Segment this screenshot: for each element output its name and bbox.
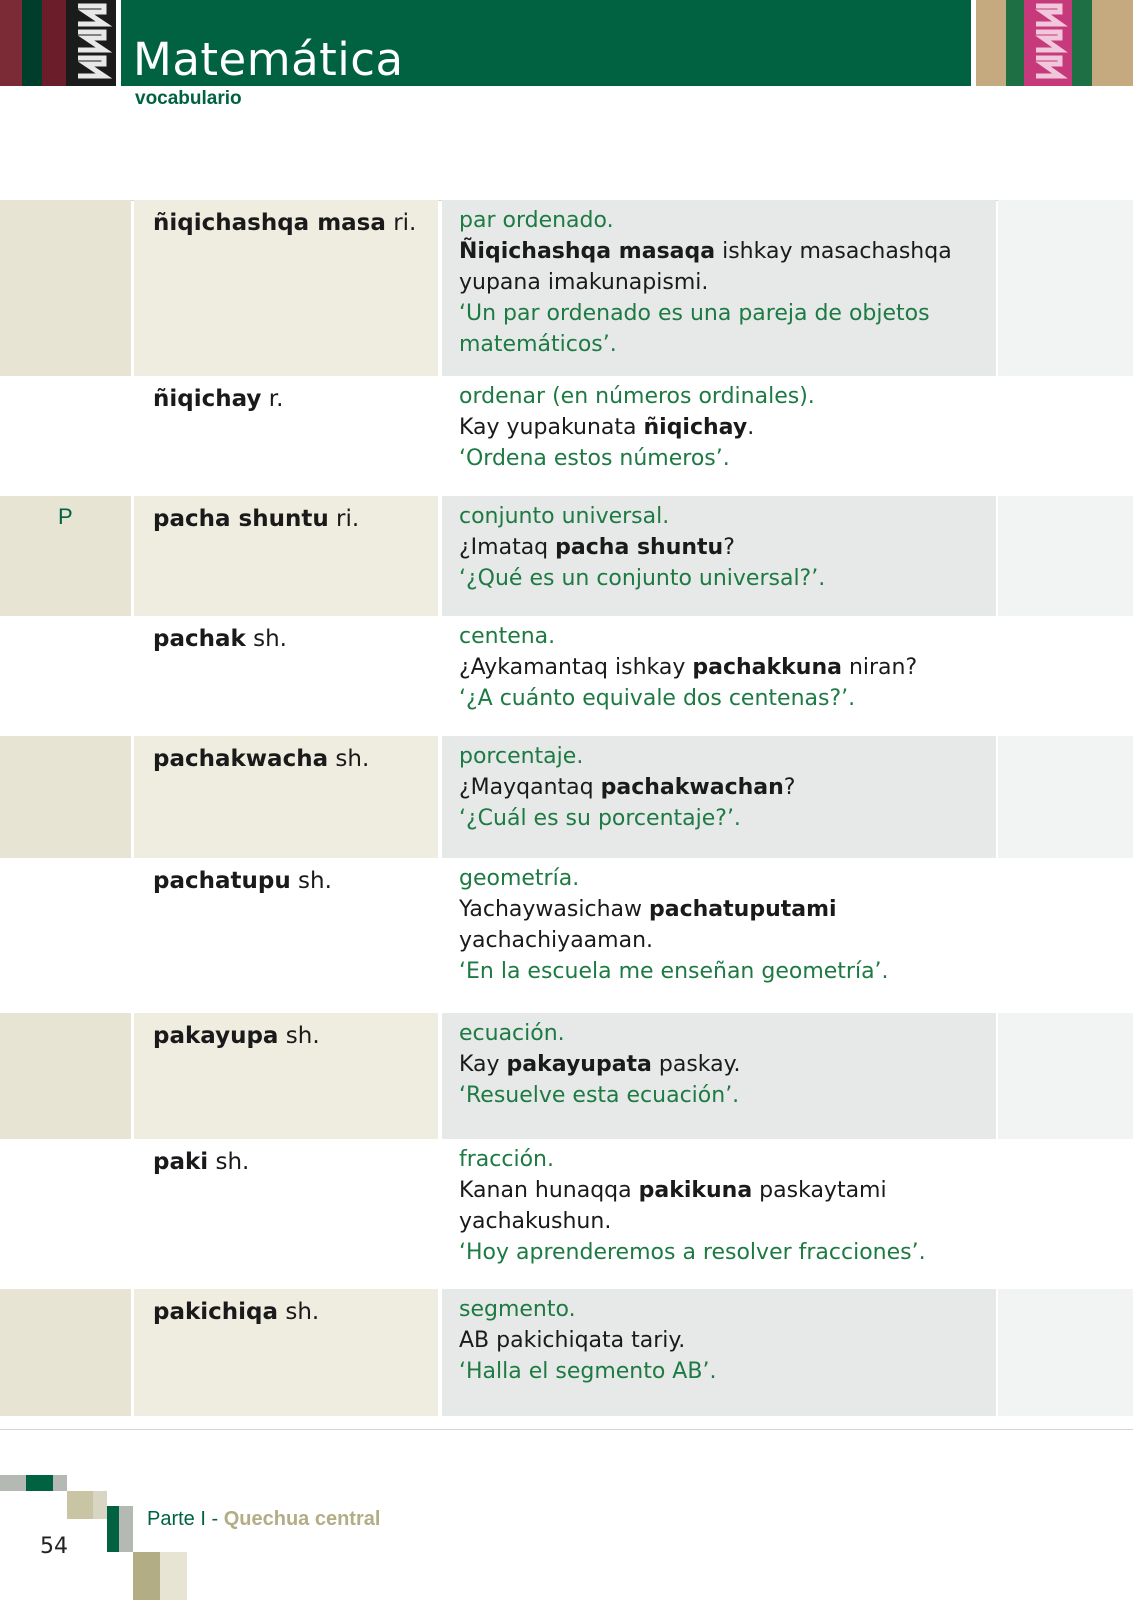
footer-block [107,1506,119,1552]
example-text: yachakushun. [459,1209,612,1234]
example-keyword: pachakkuna [692,655,842,680]
example-text: ishkay masachashqa [715,239,952,264]
part-of-speech: sh. [298,868,332,894]
definition: par ordenado. [459,208,614,233]
headword-term: pachatupu [153,868,291,894]
definition: porcentaje. [459,744,584,769]
example-text: paskay. [651,1052,741,1077]
example-text: Kay [459,1052,507,1077]
headword [153,384,283,414]
definition-block [459,863,979,987]
footer-block [93,1491,107,1519]
translation-line: ‘Hoy aprenderemos a resolver fracciones’. [459,1240,926,1265]
headword-term: paki [153,1149,209,1175]
cell-background [998,1289,1133,1416]
index-letter: P [58,504,73,529]
cell-background [998,616,1133,736]
translation-line: ‘Halla el segmento AB’. [459,1359,717,1384]
cell-background [0,376,131,496]
example-text: ¿Mayqantaq [459,775,601,800]
headword-term: ñiqichashqa masa [153,210,386,236]
translation-line: ‘¿A cuánto equivale dos centenas?’. [459,686,856,711]
definition: geometría. [459,866,580,891]
example-quechua [459,652,979,683]
table-row [0,200,1133,376]
example-keyword: ñiqichay [643,415,748,440]
translation-line: ‘Ordena estos números’. [459,446,730,471]
textile-stripe [1092,0,1133,86]
example-translation [459,683,979,714]
definition-block [459,1018,979,1111]
example-quechua [459,412,979,443]
example-translation [459,563,979,594]
textile-pattern [1024,0,1072,86]
cell-background [0,1139,131,1289]
table-bottom-rule [0,1429,1133,1430]
footer-caption [147,1508,380,1531]
definition: ecuación. [459,1021,565,1046]
translation-line: ‘Un par ordenado es una pareja de objetos [459,301,930,326]
table-row [0,736,1133,858]
cell-background [998,736,1133,858]
textile-stripe [42,0,66,86]
headword [153,744,369,774]
headword [153,1021,320,1051]
cell-background [998,1139,1133,1289]
example-quechua [459,1175,979,1237]
textile-stripe [1006,0,1024,86]
example-quechua [459,236,979,298]
example-text: Yachaywasichaw [459,897,649,922]
example-text: paskaytami [752,1178,887,1203]
cell-background [0,736,131,858]
definition-block [459,501,979,594]
headword-term: ñiqichay [153,386,262,412]
translation-line: ‘Resuelve esta ecuación’. [459,1083,740,1108]
part-of-speech: sh. [215,1149,250,1175]
headword-term: pakayupa [153,1023,279,1049]
definition-block [459,381,979,474]
example-translation [459,298,979,360]
footer-block [53,1475,67,1491]
example-text: Kay yupakunata [459,415,644,440]
footer-part-name: Quechua central [223,1508,381,1530]
definition: centena. [459,624,556,649]
example-quechua [459,894,979,956]
page-number: 54 [40,1534,68,1559]
definition: fracción. [459,1147,554,1172]
definition-block [459,621,979,714]
cell-background [998,1013,1133,1139]
headword [153,1147,249,1177]
footer-block [67,1491,93,1519]
definition-block [459,741,979,834]
example-text: Kanan hunaqqa [459,1178,639,1203]
example-keyword: pakikuna [638,1178,753,1203]
textile-pattern [66,0,116,86]
headword-term: pakichiqa [153,1299,279,1325]
example-keyword: pachakwachan [600,775,784,800]
page-header [0,0,1133,86]
part-of-speech: sh. [253,626,287,652]
footer-block [133,1552,160,1600]
example-keyword: pacha shuntu [555,535,724,560]
example-text: ¿Imataq [459,535,556,560]
part-of-speech: ri. [336,506,360,532]
example-quechua [459,1049,979,1080]
cell-background [0,616,131,736]
example-quechua [459,772,979,803]
footer-block [160,1552,187,1600]
textile-stripe [1072,0,1092,86]
vocabulary-table [0,200,1133,1416]
translation-line: ‘En la escuela me enseñan geometría’. [459,959,889,984]
example-translation [459,1237,979,1268]
example-translation [459,443,979,474]
page-footer [0,1468,1133,1600]
part-of-speech: sh. [285,1023,320,1049]
table-row [0,858,1133,1013]
page-title: Matemática [133,33,404,86]
part-of-speech: sh. [285,1299,320,1325]
table-row [0,1289,1133,1416]
table-row [0,376,1133,496]
example-translation [459,956,979,987]
headword-term: pacha shuntu [153,506,329,532]
example-keyword: Ñiqichashqa masaqa [459,239,716,264]
cell-background [998,376,1133,496]
headword [153,624,287,654]
pattern-icon [66,0,116,86]
example-translation [459,1356,979,1387]
table-row [0,496,1133,616]
definition-block [459,1144,979,1268]
example-text: yachachiyaaman. [459,928,654,953]
textile-stripe [0,0,22,86]
example-text: ? [723,535,735,560]
example-text: AB pakichiqata tariy. [459,1328,686,1353]
example-quechua [459,532,979,563]
page-subtitle: vocabulario [135,88,242,109]
example-text: ? [783,775,796,800]
translation-line: ‘¿Cuál es su porcentaje?’. [459,806,741,831]
example-keyword: pakayupata [506,1052,652,1077]
cell-background [0,200,131,376]
headword [153,504,359,534]
textile-stripe [22,0,42,86]
translation-line: matemáticos’. [459,332,617,357]
example-text: . [747,415,755,440]
headword [153,866,332,896]
textile-stripe [976,0,1006,86]
footer-block [26,1475,53,1491]
pattern-icon [1024,0,1072,86]
example-text: ¿Aykamantaq ishkay [459,655,693,680]
cell-background [0,1013,131,1139]
headword-term: pachakwacha [153,746,329,772]
footer-block [119,1506,133,1552]
definition: conjunto universal. [459,504,670,529]
definition: segmento. [459,1297,576,1322]
example-translation [459,1080,979,1111]
example-keyword: pachatuputami [649,897,837,922]
headword [153,208,416,238]
example-translation [459,803,979,834]
definition-block [459,205,979,360]
headword [153,1297,319,1327]
example-text: niran? [841,655,918,680]
cell-background [998,496,1133,616]
part-of-speech: r. [268,386,284,412]
example-text: yupana imakunapismi. [459,270,709,295]
cell-background [998,858,1133,1013]
example-quechua [459,1325,979,1356]
definition-block [459,1294,979,1387]
part-of-speech: sh. [335,746,370,772]
footer-part-label: Parte I - [147,1508,224,1530]
cell-background [0,858,131,1013]
table-row [0,616,1133,736]
table-row [0,1013,1133,1139]
table-row [0,1139,1133,1289]
headword-term: pachak [153,626,246,652]
part-of-speech: ri. [393,210,417,236]
cell-background [998,200,1133,376]
definition: ordenar (en números ordinales). [459,384,815,409]
footer-block [0,1475,26,1491]
translation-line: ‘¿Qué es un conjunto universal?’. [459,566,826,591]
cell-background [0,1289,131,1416]
